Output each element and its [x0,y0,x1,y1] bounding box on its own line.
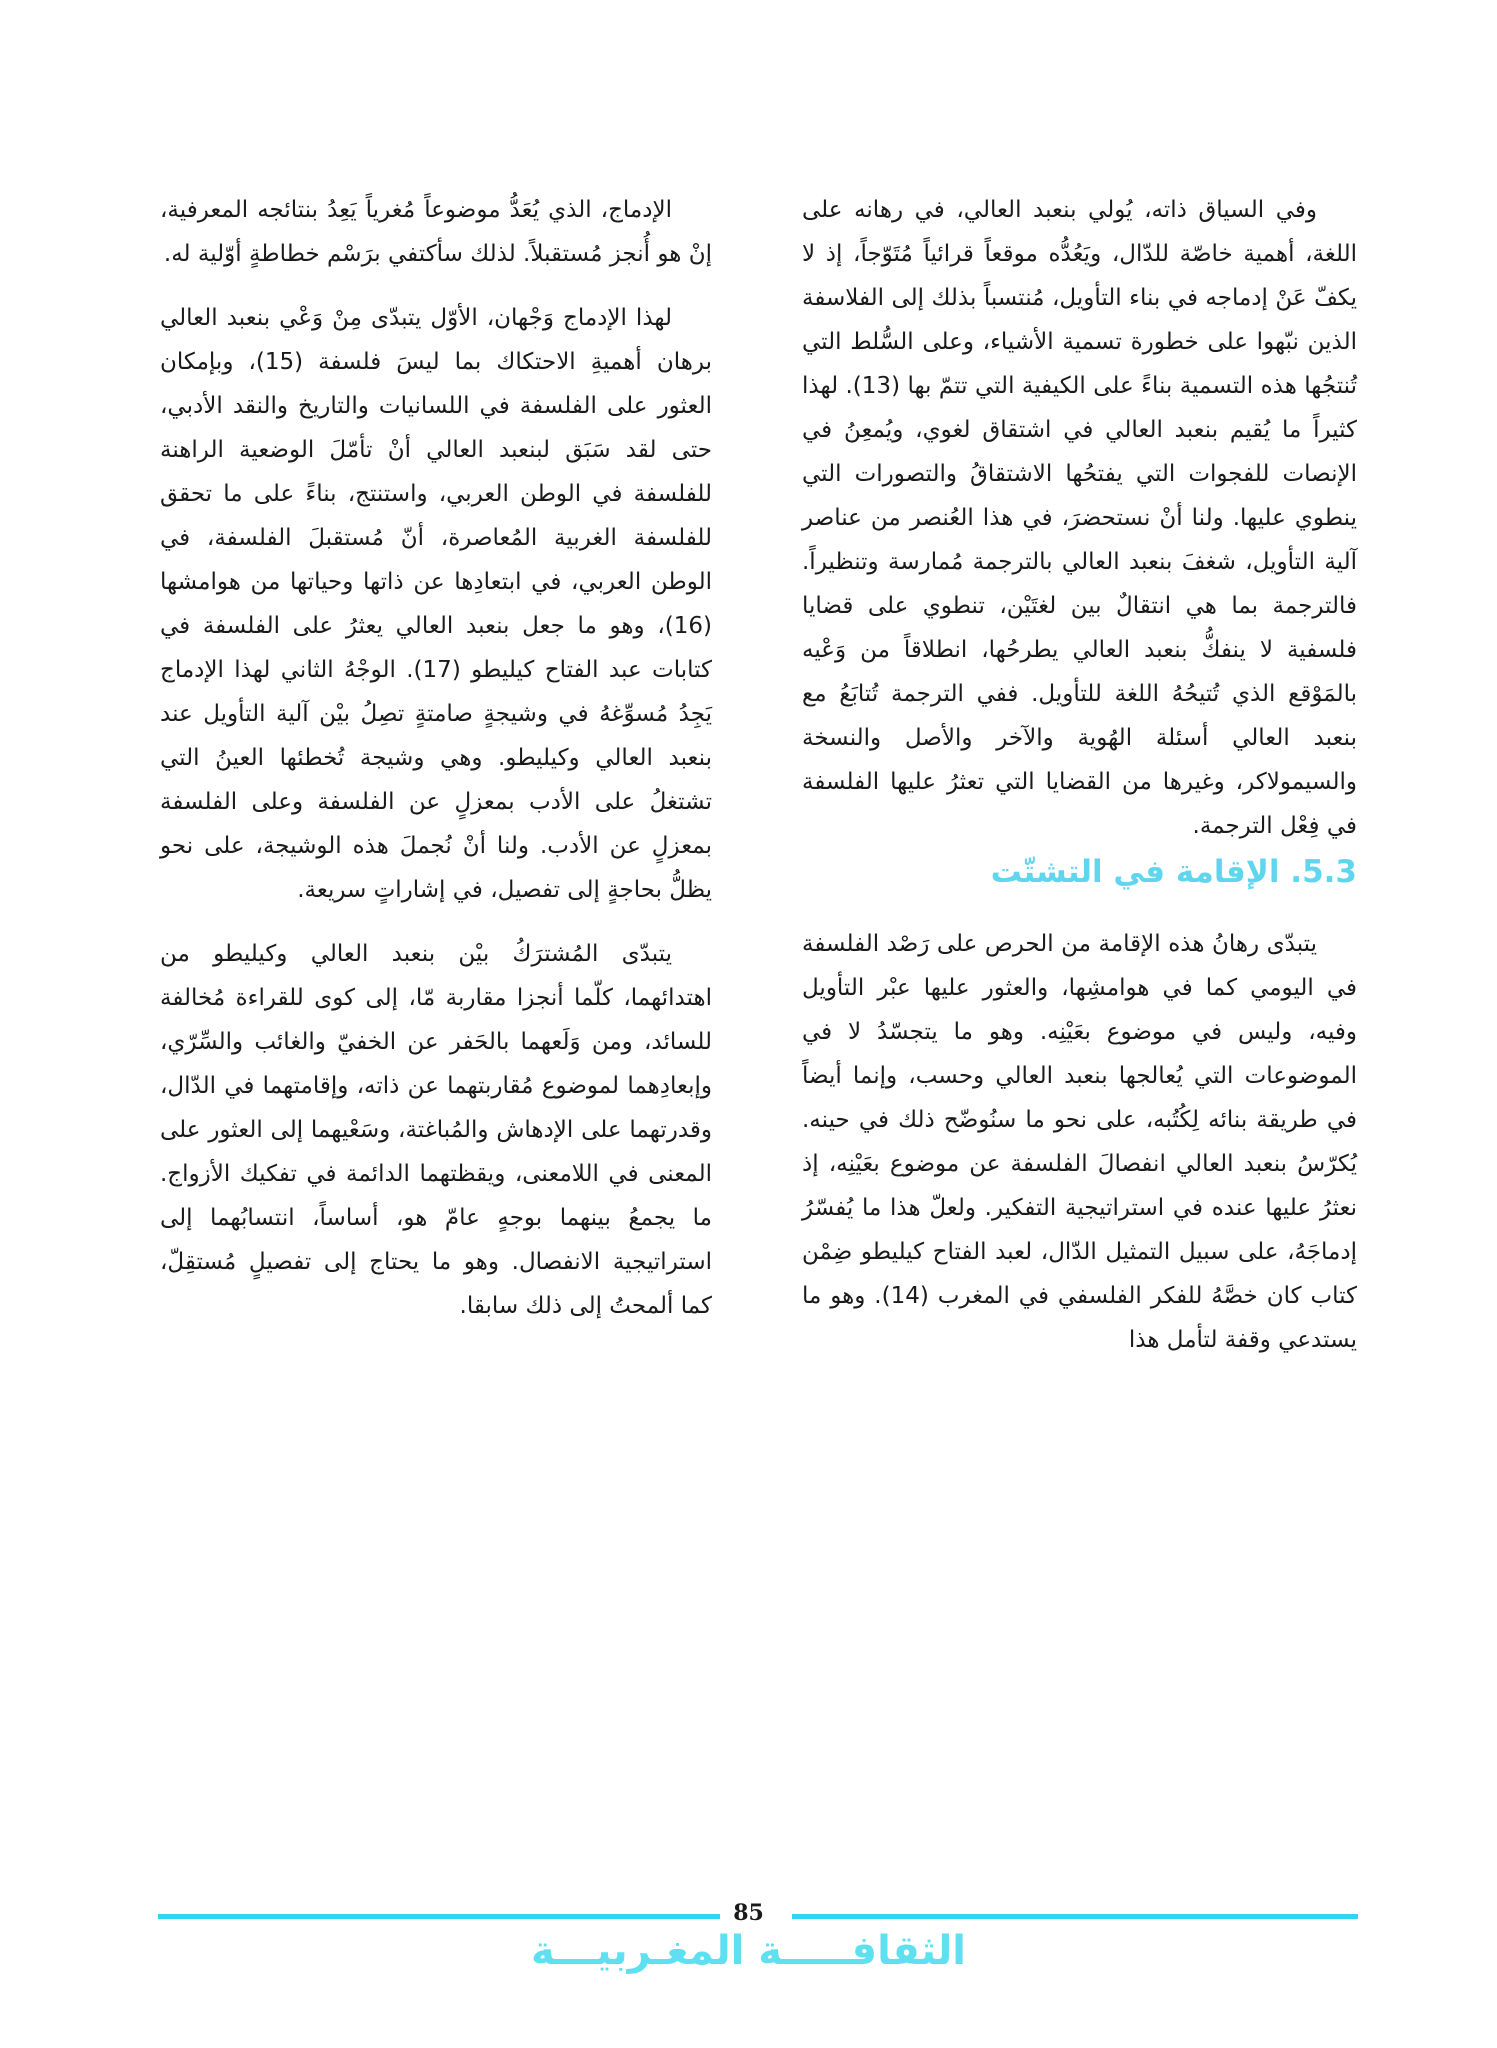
paragraph: لهذا الإدماج وَجْهان، الأوّل يتبدّى مِنْ وَعْي بنعبد العالي برهان أهميةِ الاحتكاك بما ليسَ فلسفة (15)، وبإمكان العثور على الفلسفة في اللسانيات والتاريخ والنقد الأدبي، حتى لقد سَبَق لبنعبد العالي أنْ تأمّلَ الوضعية الراهنة للفلسفة في الوطن العربي، واستنتج، بناءً على ما تحقق للفلسفة الغربية المُعاصرة، أنّ مُستقبلَ الفلسفة، في الوطن العربي، في ابتعادِها عن ذاتها وحياتها من هوامشها (16)، وهو ما جعل بنعبد العالي يعثرُ على الفلسفة في كتابات عبد الفتاح كيليطو (17). الوجْهُ الثاني لهذا الإدماج يَجِدُ مُسوِّغهُ في وشيجةٍ صامتةٍ تصِلُ بيْن آلية التأويل عند بنعبد العالي وكيليطو. وهي وشيجة تُخطئها العينُ التي تشتغلُ على الأدب بمعزلٍ عن الفلسفة وعلى الفلسفة بمعزلٍ عن الأدب. ولنا أنْ نُجملَ هذه الوشيجة، على نحو يظلُّ بحاجةٍ إلى تفصيل، في إشاراتٍ سريعة. [160,305,712,903]
section-heading: 5.3. الإقامة في التشتّت [990,854,1357,890]
page-number: 85 [733,1900,764,1926]
left-column [160,188,712,1328]
paragraph: وفي السياق ذاته، يُولي بنعبد العالي، في رهانه على اللغة، أهمية خاصّة للدّال، ويَعُدُّه موقعاً قرائياً مُتَوّجاً، إذ لا يكفّ عَنْ إدماجه في بناء التأويل، مُنتسباً بذلك إلى الفلاسفة الذين نبّهوا على خطورة تسمية الأشياء، وعلى السُّلط التي تُنتجُها هذه التسمية بناءً على الكيفية التي تتمّ بها (13). لهذا كثيراً ما يُقيم بنعبد العالي في اشتقاق لغوي، ويُمعِنُ في الإنصات للفجوات التي يفتحُها الاشتقاقُ والتصورات التي ينطوي عليها. ولنا أنْ نستحضرَ، في هذا العُنصر من عناصر آلية التأويل، شغفَ بنعبد العالي بالترجمة مُمارسة وتنظيراً. فالترجمة بما هي انتقالٌ بين لغتَيْن، تنطوي على قضايا فلسفية لا ينفكُّ بنعبد العالي يطرحُها، انطلاقاً من وَعْيه بالمَوْقع الذي تُتيحُهُ اللغة للتأويل. ففي الترجمة تُتابَعُ مع بنعبد العالي أسئلة الهُوية والآخر والأصل والنسخة والسيمولاكر، وغيرها من القضايا التي تعثرُ عليها الفلسفة في فِعْل الترجمة. [802,197,1357,839]
paragraph: الإدماج، الذي يُعَدُّ موضوعاً مُغرياً يَعِدُ بنتائجه المعرفية، إنْ هو أُنجز مُستقبلاً. لذلك سأكتفي برَسْم خطاطةٍ أوّلية له. [160,197,712,267]
paragraph: يتبدّى رهانُ هذه الإقامة من الحرص على رَصْد الفلسفة في اليومي كما في هوامشِها، والعثور عليها عبْر التأويل وفيه، وليس في موضوع بعَيْنِه. وهو ما يتجسّدُ لا في الموضوعات التي يُعالجها بنعبد العالي وحسب، وإنما أيضاً في طريقة بنائه لِكُتُبه، على نحو ما سنُوضّح ذلك في حينه. يُكرّسُ بنعبد العالي انفصالَ الفلسفة عن موضوع بعَيْنِه، إذ نعثرُ عليها عنده في استراتيجية التفكير. ولعلّ هذا ما يُفسّرُ إدماجَهُ، على سبيل التمثيل الدّال، لعبد الفتاح كيليطو ضِمْن كتاب كان خصَّهُ للفكر الفلسفي في المغرب (14). وهو ما يستدعي وقفة لتأمل هذا [802,931,1357,1353]
right-column [802,188,1357,1362]
magazine-masthead: الثقافـــــة المغـربيـــة [531,1928,966,1974]
paragraph: يتبدّى المُشترَكُ بيْن بنعبد العالي وكيليطو من اهتدائهما، كلّما أنجزا مقاربة مّا، إلى كوى للقراءة مُخالفة للسائد، ومن وَلَعهما بالحَفر عن الخفيّ والغائب والسِّرّي، وإبعادِهما لموضوع مُقاربتهما عن ذاته، وإقامتهما في الدّال، وقدرتهما على الإدهاش والمُباغتة، وسَعْيهما إلى العثور على المعنى في اللامعنى، ويقظتهما الدائمة في تفكيك الأزواج. ما يجمعُ بينهما بوجهٍ عامّ هو، أساساً، انتسابُهما إلى استراتيجية الانفصال. وهو ما يحتاج إلى تفصيلٍ مُستقِلّ، كما ألمحتُ إلى ذلك سابقا. [160,941,712,1319]
